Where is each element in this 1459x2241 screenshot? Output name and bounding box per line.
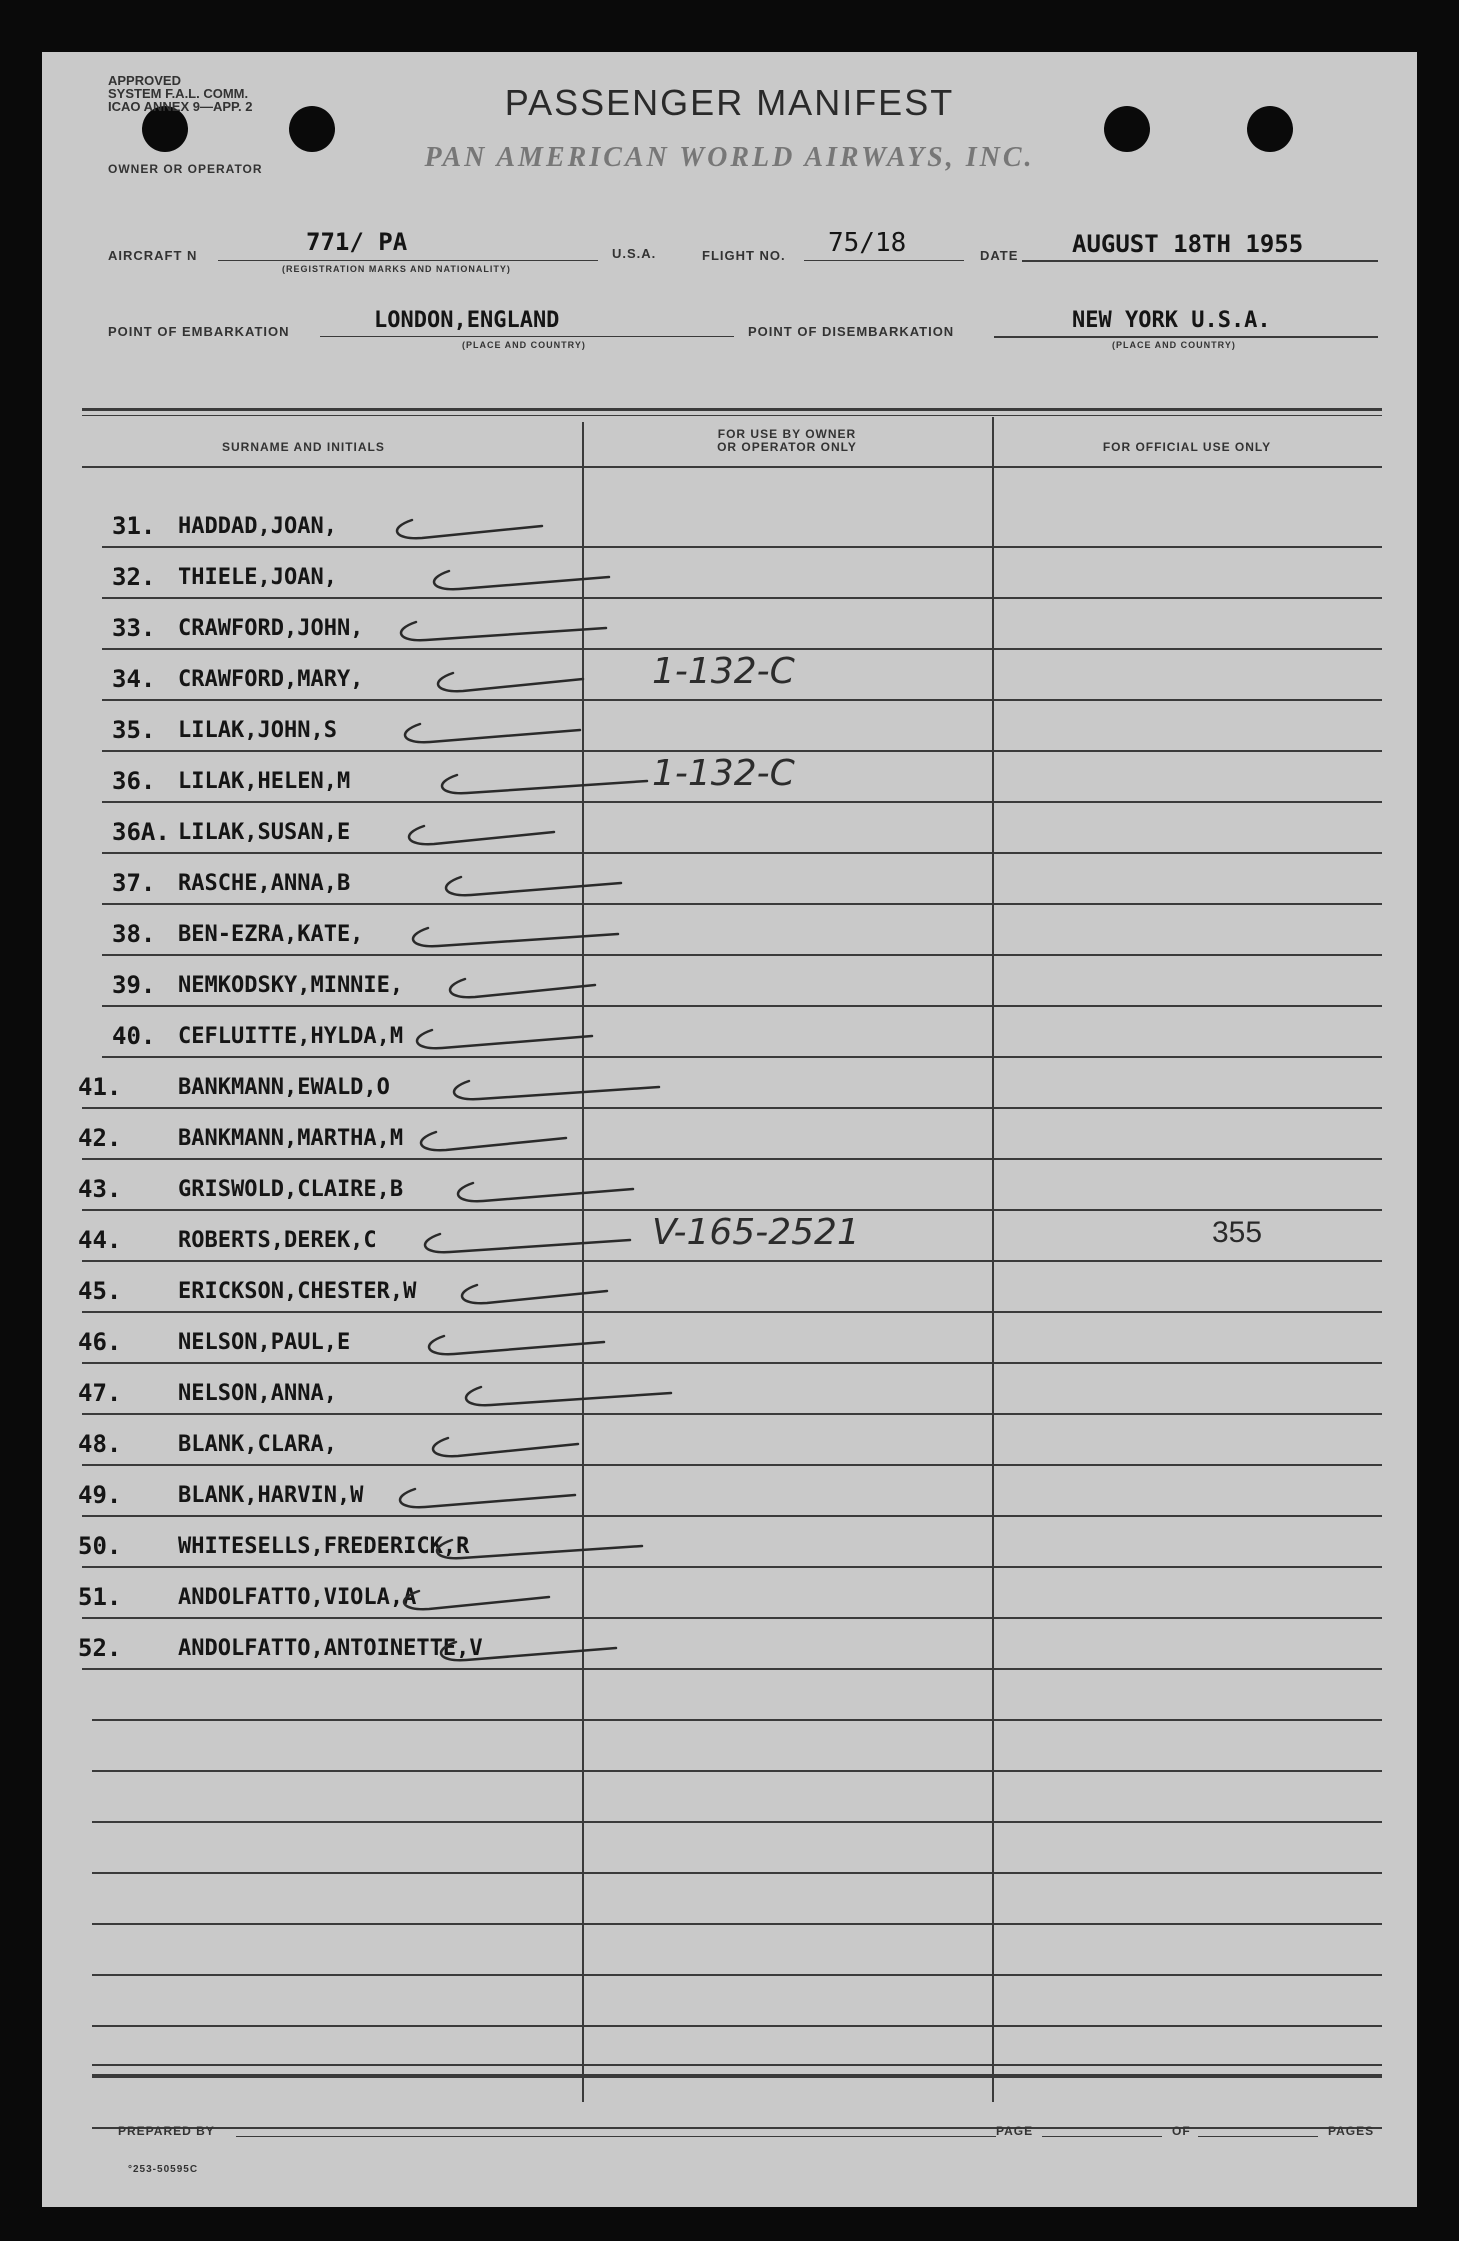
header-owner-use-line: OR OPERATOR ONLY — [717, 440, 857, 454]
passenger-name: BLANK,CLARA, — [178, 1432, 337, 1457]
disembarkation-label: POINT OF DISEMBARKATION — [748, 324, 955, 339]
passenger-name: CRAWFORD,MARY, — [178, 667, 364, 692]
check-mark — [400, 1489, 575, 1507]
passenger-number: 49. — [78, 1481, 122, 1509]
check-mark — [454, 1081, 659, 1099]
approval-line: SYSTEM F.A.L. COMM. — [108, 86, 249, 101]
passenger-name: ANDOLFATTO,ANTOINETTE,V — [178, 1636, 483, 1661]
disembarkation-value: NEW YORK U.S.A. — [1072, 308, 1271, 333]
passenger-name: ROBERTS,DEREK,C — [178, 1228, 377, 1253]
owner-label: OWNER OR OPERATOR — [108, 162, 263, 176]
passenger-number: 35. — [112, 716, 156, 744]
passenger-number: 42. — [78, 1124, 122, 1152]
of-label: OF — [1172, 2124, 1191, 2138]
passenger-number: 36A. — [112, 818, 170, 846]
date-value: AUGUST 18TH 1955 — [1072, 230, 1304, 258]
check-mark — [438, 673, 583, 691]
passenger-name: BLANK,HARVIN,W — [178, 1483, 364, 1508]
form-code: °253-50595C — [128, 2164, 199, 2175]
passenger-number: 41. — [78, 1073, 122, 1101]
passenger-number: 31. — [112, 512, 156, 540]
header-official-use: FOR OFFICIAL USE ONLY — [1102, 440, 1272, 454]
passenger-number: 39. — [112, 971, 156, 999]
header-surname: SURNAME AND INITIALS — [222, 440, 385, 454]
manifest-sheet — [42, 52, 1417, 2207]
check-mark — [466, 1387, 671, 1405]
check-mark — [429, 1336, 604, 1354]
passenger-name: THIELE,JOAN, — [178, 565, 337, 590]
passenger-name: BEN-EZRA,KATE, — [178, 922, 364, 947]
passenger-name: HADDAD,JOAN, — [178, 514, 337, 539]
aircraft-value: 771/ PA — [306, 228, 408, 256]
embarkation-value: LONDON,ENGLAND — [374, 308, 560, 333]
check-mark — [417, 1030, 592, 1048]
passenger-number: 40. — [112, 1022, 156, 1050]
flight-label: FLIGHT NO. — [702, 248, 786, 263]
form-title: PASSENGER MANIFEST — [504, 82, 955, 123]
passenger-name: BANKMANN,MARTHA,M — [178, 1126, 404, 1151]
check-mark — [401, 622, 606, 640]
check-mark — [442, 775, 647, 793]
passenger-number: 45. — [78, 1277, 122, 1305]
check-mark — [413, 928, 618, 946]
check-mark — [409, 826, 554, 844]
passenger-name: RASCHE,ANNA,B — [178, 871, 351, 896]
passenger-number: 52. — [78, 1634, 122, 1662]
of-underline — [1198, 2136, 1318, 2137]
passenger-name: NELSON,PAUL,E — [178, 1330, 351, 1355]
passenger-name: WHITESELLS,FREDERICK,R — [178, 1534, 470, 1559]
passenger-name: LILAK,HELEN,M — [178, 769, 351, 794]
passenger-name: LILAK,SUSAN,E — [178, 820, 351, 845]
passenger-name: ANDOLFATTO,VIOLA,A — [178, 1585, 417, 1610]
passenger-number: 37. — [112, 869, 156, 897]
airline-name: PAN AMERICAN WORLD AIRWAYS, INC. — [424, 142, 1035, 173]
table-bottom-rule — [92, 2064, 1382, 2066]
check-mark — [433, 1438, 578, 1456]
passenger-name: NELSON,ANNA, — [178, 1381, 337, 1406]
passenger-number: 50. — [78, 1532, 122, 1560]
approval-line: APPROVED — [108, 73, 181, 88]
passenger-name: CEFLUITTE,HYLDA,M — [178, 1024, 404, 1049]
page-underline — [1042, 2136, 1162, 2137]
passenger-number: 47. — [78, 1379, 122, 1407]
check-mark — [462, 1285, 607, 1303]
passenger-name: NEMKODSKY,MINNIE, — [178, 973, 404, 998]
check-mark — [441, 1642, 616, 1660]
flight-value: 75/18 — [828, 228, 907, 258]
check-mark — [437, 1540, 642, 1558]
check-mark — [404, 1591, 549, 1609]
passenger-number: 46. — [78, 1328, 122, 1356]
pages-label: PAGES — [1328, 2124, 1375, 2138]
passenger-number: 33. — [112, 614, 156, 642]
owner-note: V-165-2521 — [652, 1212, 860, 1253]
usa-label: U.S.A. — [612, 246, 657, 261]
passenger-number: 32. — [112, 563, 156, 591]
passenger-name: GRISWOLD,CLAIRE,B — [178, 1177, 404, 1202]
passenger-name: ERICKSON,CHESTER,W — [178, 1279, 417, 1304]
passenger-name: BANKMANN,EWALD,O — [178, 1075, 390, 1100]
aircraft-label: AIRCRAFT N — [108, 248, 198, 263]
official-note: 355 — [1212, 1216, 1263, 1249]
header-owner-use-line: FOR USE BY OWNER — [717, 427, 857, 441]
passenger-number: 36. — [112, 767, 156, 795]
passenger-number: 43. — [78, 1175, 122, 1203]
passenger-number: 44. — [78, 1226, 122, 1254]
prepared-by-underline — [236, 2136, 996, 2137]
check-mark — [450, 979, 595, 997]
passenger-number: 34. — [112, 665, 156, 693]
check-mark — [425, 1234, 630, 1252]
owner-note: 1-132-C — [652, 651, 795, 692]
passenger-number: 48. — [78, 1430, 122, 1458]
passenger-name: LILAK,JOHN,S — [178, 718, 337, 743]
embarkation-label: POINT OF EMBARKATION — [108, 324, 290, 339]
owner-note: 1-132-C — [652, 753, 795, 794]
passenger-name: CRAWFORD,JOHN, — [178, 616, 364, 641]
check-marks — [42, 52, 1417, 2207]
check-mark — [434, 571, 609, 589]
check-mark — [397, 520, 542, 538]
approval-line: ICAO ANNEX 9—APP. 2 — [108, 99, 253, 114]
passenger-number: 51. — [78, 1583, 122, 1611]
check-mark — [446, 877, 621, 895]
registration-caption: (REGISTRATION MARKS AND NATIONALITY) — [282, 264, 511, 274]
check-mark — [405, 724, 580, 742]
check-mark — [458, 1183, 633, 1201]
check-mark — [421, 1132, 566, 1150]
prepared-by-label: PREPARED BY — [118, 2124, 215, 2138]
page-label: PAGE — [996, 2124, 1034, 2138]
embarkation-caption: (PLACE AND COUNTRY) — [462, 340, 586, 350]
table-bottom-rule-2 — [92, 2074, 1382, 2077]
date-label: DATE — [980, 248, 1019, 263]
disembarkation-caption: (PLACE AND COUNTRY) — [1112, 340, 1236, 350]
passenger-number: 38. — [112, 920, 156, 948]
